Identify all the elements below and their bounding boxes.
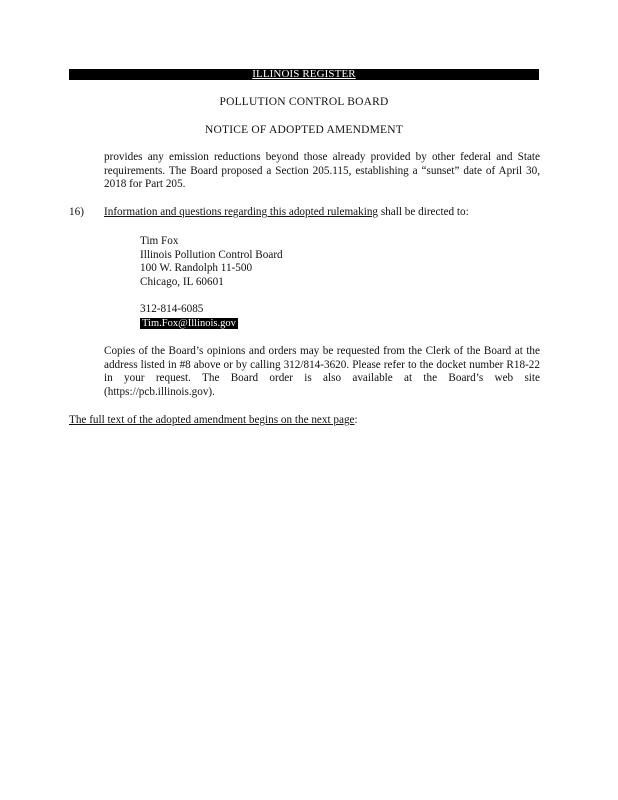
full-text-rest: : (354, 414, 358, 426)
item-text-underlined: Information and questions regarding this adopted rulemaking (104, 206, 379, 218)
register-title: ILLINOIS REGISTER (252, 68, 356, 80)
copies-paragraph: Copies of the Board’s opinions and orders may be requested from the Clerk of the Board at the address listed in #8 above or by calling 312/814-3620. Please refer to the docket number R18-22 in your request. The Board order is also available at the Board’s web site (https://pcb.illinois.gov). (104, 345, 540, 398)
contact-name: Tim Fox (140, 235, 179, 247)
full-text-note (69, 414, 358, 426)
item-number: 16) (69, 206, 84, 218)
contact-phone: 312-814-6085 (140, 303, 204, 315)
full-text-underlined: The full text of the adopted amendment begins on the next page (69, 414, 355, 426)
contact-address (140, 235, 283, 289)
contact-org: Illinois Pollution Control Board (140, 248, 283, 261)
board-title: POLLUTION CONTROL BOARD (219, 96, 389, 108)
item-text (104, 206, 469, 218)
continuation-paragraph: provides any emission reductions beyond those already provided by other federal and State requirements. The Board proposed a Section 205.115, establishing a “sunset” date of April 30, 2018 for Part 205. (104, 151, 540, 190)
item-text-rest: shall be directed to: (378, 206, 469, 218)
contact-street: 100 W. Randolph 11-500 (140, 262, 253, 274)
contact-city: Chicago, IL 60601 (140, 275, 224, 288)
contact-email[interactable]: Tim.Fox@Illinois.gov (142, 318, 236, 329)
notice-title: NOTICE OF ADOPTED AMENDMENT (204, 124, 404, 136)
register-header-bar (69, 69, 539, 80)
